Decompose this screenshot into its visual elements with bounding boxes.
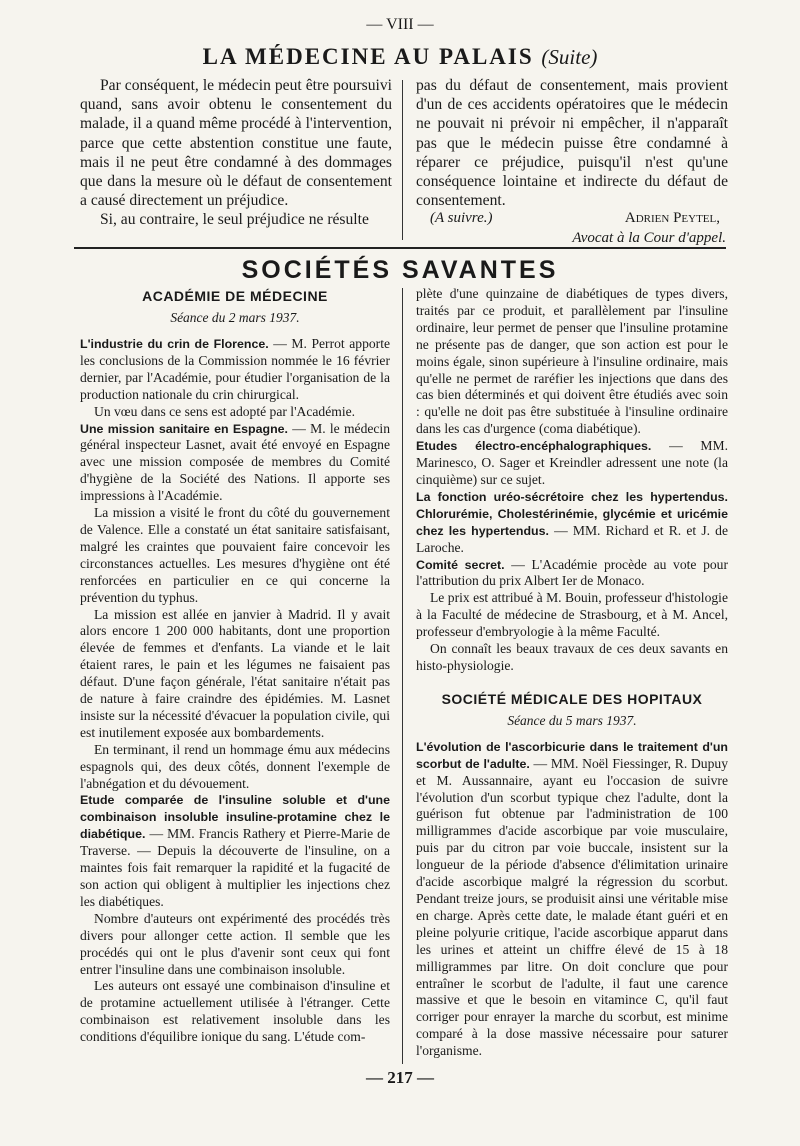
item-lead: Comité secret. xyxy=(416,557,505,572)
hopitaux-seance: Séance du 5 mars 1937. xyxy=(507,712,637,728)
item-lead: Une mission sanitaire en Espagne. xyxy=(80,421,288,436)
academie-paragraph: Nombre d'auteurs ont expérimenté des procédés très divers pour allonger cette action. Il semble que les procédés qui ont le plus d'avenir sont ceux qui font entrer l'insuline dans une combinaison insoluble. xyxy=(80,910,390,977)
academie-item xyxy=(80,336,390,404)
a-suivre: (A suivre.) xyxy=(430,210,493,227)
palais-title-text: LA MÉDECINE AU PALAIS xyxy=(202,44,534,69)
item-lead: L'évolution de l'ascorbicurie dans le traitement d'un scorbut de l'adulte. xyxy=(416,739,728,771)
academie-paragraph: En terminant, il rend un hommage ému aux médecins espagnols qui, des deux côtés, donnent l'exemple de l'abnégation et du dévouement. xyxy=(80,741,390,791)
hopitaux-item xyxy=(416,739,728,1060)
column-divider xyxy=(402,288,403,1064)
item-text: — MM. Noël Fiessinger, R. Dupuy et M. Aussannaire, ayant eu l'occasion de suivre l'évolution d'un scorbut typique chez l'adulte, dont la guérison fut obtenue par l'administration de 100 milligrammes d'acide ascorbique par voie musculaire, puis par du citron par voie buccale, insistent sur la longueur de la période d'absence d'élimitation urinaire d'acide ascorbique malgré la régression du scorbut. Pendant treize jours, se produisit ainsi une véritable mise en charge. Après cette date, le malade étant guéri et en pleine polyurie critique, l'acide ascorbique apparut dans les urines et atteint un chiffre élevé de 15 à 18 milligrammes par litre. On doit conclure que pour entraîner le scorbut de l'adulte, il faut une carence massive et que le besoin en vitamince C, qu'il faut corriger pour enrayer la marche du scorbut, est minime comparé à la dose massive nécessaire pour saturer l'organisme. xyxy=(416,755,728,1059)
item-text: — MM. Richard et R. et J. de Laroche. xyxy=(416,522,728,555)
academie-paragraph: plète d'une quinzaine de diabétiques de types divers, traités par ce produit, et parallèlement par l'insuline ordinaire, leur permet de penser que l'insuline protamine ne présente pas de danger, que son action est pour le moins égale, sinon supérieure à l'insuline ordinaire, mais qu'elle ne permet de raréfier les injections que dans des cas bien déterminés et qui doivent être étudiés avec soin : qu'elle ne doit pas être substituée à l'insuline ordinaire dans les cas d'urgence (coma diabétique). xyxy=(416,286,728,437)
academie-paragraph: La mission est allée en janvier à Madrid. Il y avait alors encore 1 200 000 habitants, dont une proportion élevée de femmes et d'enfants. La viande et le lait étaient rares, le pain et les légumes ne faisaient pas défaut. D'une façon générale, l'état sanitaire n'était pas de nature à faire craindre des épidémies. M. Lasnet insiste sur la nécessité d'évacuer la population civile, qui est inutilement exposée aux bombardements. xyxy=(80,606,390,740)
item-lead: Etudes électro-encéphalographiques. xyxy=(416,439,652,454)
column-divider xyxy=(402,80,403,240)
item-lead: Etude comparée de l'insuline soluble et d'une combinaison insoluble insuline-protamine chez le diabétique. xyxy=(80,793,390,842)
academie-item xyxy=(80,421,390,506)
societes-left-column xyxy=(80,286,390,1046)
palais-paragraph: Par conséquent, le médecin peut être poursuivi quand, sans avoir obtenu le consentement du malade, il a quand même procédé à l'intervention, parce que cette abstention constitue une faute, mais il ne peut être condamné à des dommages que dans la mesure où le défaut de consentement a causé directement un préjudice. xyxy=(80,77,392,210)
palais-right-column xyxy=(416,76,728,248)
roman-page-number: — VIII — xyxy=(366,16,434,33)
item-lead: L'industrie du crin de Florence. xyxy=(80,337,269,351)
academie-paragraph: La mission a visité le front du côté du gouvernement de Valence. Elle a constaté un état sanitaire satisfaisant, malgré les craintes que pouvaient faire concevoir les circonstances actuelles. Les mesures d'hygiène ont été renforcées en particulier en ce qui concerne la prévention du typhus. xyxy=(80,505,390,605)
hopitaux-heading: SOCIÉTÉ MÉDICALE DES HOPITAUX xyxy=(441,690,703,707)
section-gap xyxy=(416,675,728,689)
author-name: Adrien Peytel, xyxy=(624,210,720,227)
palais-paragraph: Si, au contraire, le seul préjudice ne résulte xyxy=(100,211,369,229)
palais-article xyxy=(80,76,728,247)
palais-left-column xyxy=(80,76,392,230)
signature-line xyxy=(416,210,728,229)
item-text: — M. le médecin général inspecteur Lasnet, avait été envoyé en Espagne avec une mission composée de membres du Comité d'hygiène de la Société des Nations. Il apporte ses impressions à l'Académie. xyxy=(80,420,391,504)
item-text: — M. Perrot apporte les conclusions de la Commission nommée le 16 février dernier, par l'Académie, pour étudier l'organisation de la production nationale du crin chirurgical. xyxy=(80,336,391,402)
palais-title-suite: (Suite) xyxy=(541,45,598,69)
academie-item xyxy=(416,489,728,557)
academie-item xyxy=(80,792,390,910)
academie-paragraph: On connaît les beaux travaux de ces deux savants en histo-physiologie. xyxy=(416,641,728,673)
academie-paragraph: Un vœu dans ce sens est adopté par l'Académie. xyxy=(94,403,356,419)
societes-right-column xyxy=(416,286,728,1060)
author-role: Avocat à la Cour d'appel. xyxy=(572,230,726,247)
item-text: — MM. Marinesco, O. Sager et Kreindler adressent une note (la cinquième) sur ce sujet. xyxy=(416,438,728,487)
societes-article xyxy=(80,286,728,1076)
item-lead: La fonction uréo-sécrétoire chez les hypertendus. Chlorurémie, Cholestérinémie, glycémie et uricémie chez les hypertendus. xyxy=(416,489,728,538)
academie-item xyxy=(416,557,728,591)
academie-heading: ACADÉMIE DE MÉDECINE xyxy=(142,288,328,304)
item-text: — MM. Francis Rathery et Pierre-Marie de Traverse. — Depuis la découverte de l'insuline, on a maintes fois fait remarquer la rapidité et la fugacité de son action qui obligent à multiplier les injections chez les diabétiques. xyxy=(80,826,390,909)
academie-seance: Séance du 2 mars 1937. xyxy=(170,310,300,325)
palais-paragraph: pas du défaut de consentement, mais provient d'un de ces accidents opératoires que le médecin ne pouvait ni prévoir ni empêcher, il n'apparaît pas que le médecin puisse être condamné à réparer ce préjudice, puisqu'il n'est qu'une conséquence lointaine et indirecte du défaut de consentement. xyxy=(416,77,728,210)
item-text: — L'Académie procède au vote pour l'attribution du prix Albert Ier de Monaco. xyxy=(416,556,728,589)
palais-title xyxy=(0,44,800,70)
section-divider xyxy=(74,247,726,249)
academie-paragraph: Le prix est attribué à M. Bouin, professeur d'histologie à la Faculté de médecine de Strasbourg, et à M. Ancel, professeur d'embryologie à la même Faculté. xyxy=(416,590,728,640)
page-number: — 217 — xyxy=(366,1068,434,1087)
academie-paragraph: Les auteurs ont essayé une combinaison d'insuline et de protamine actuellement utilisée à l'étranger. Cette combinaison est relativement insoluble dans les conditions d'équilibre ionique du sang. L'étude com- xyxy=(80,978,390,1045)
academie-item xyxy=(416,438,728,489)
societes-title: SOCIÉTÉS SAVANTES xyxy=(241,256,559,284)
